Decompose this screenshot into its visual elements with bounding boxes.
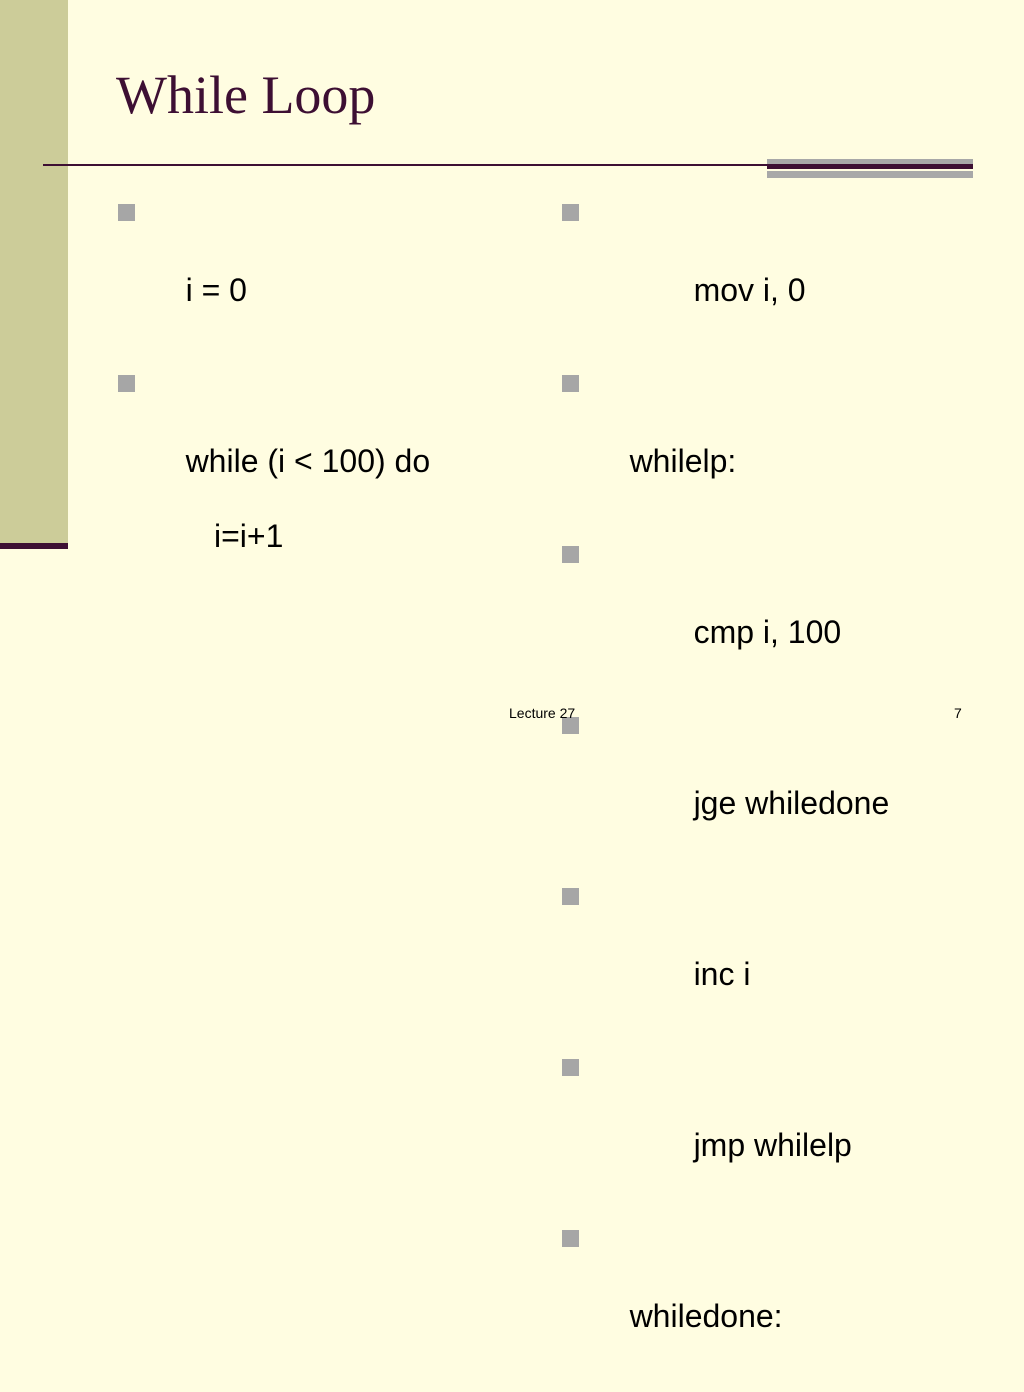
code-text: whiledone: (629, 1298, 783, 1334)
square-bullet-icon (562, 546, 579, 563)
bullet-item (116, 195, 516, 347)
code-line (560, 366, 1000, 518)
code-text: inc i (693, 956, 751, 992)
square-bullet-icon (562, 888, 579, 905)
page-number: 7 (954, 705, 962, 721)
bullet-item (116, 366, 516, 518)
square-bullet-icon (562, 1230, 579, 1247)
code-text: whilelp: (629, 443, 737, 479)
bullet-text: i = 0 (185, 272, 247, 308)
code-line (560, 1221, 1000, 1373)
square-bullet-icon (562, 1059, 579, 1076)
code-line (560, 879, 1000, 1031)
right-column (560, 195, 1000, 1392)
divider-accent (767, 159, 973, 179)
code-text: jmp whilelp (693, 1127, 852, 1163)
slide-title: While Loop (116, 65, 376, 125)
left-decorative-band (0, 0, 68, 548)
code-text: cmp i, 100 (693, 614, 842, 650)
code-line (560, 1050, 1000, 1202)
code-line (560, 708, 1000, 860)
square-bullet-icon (118, 204, 135, 221)
left-accent-bar (0, 543, 68, 549)
bullet-continuation: i=i+1 (214, 518, 284, 554)
code-line (560, 537, 1000, 689)
code-text: mov i, 0 (693, 272, 806, 308)
left-column (116, 195, 516, 554)
square-bullet-icon (562, 204, 579, 221)
code-line (560, 195, 1000, 347)
footer-lecture-label: Lecture 27 (509, 705, 576, 721)
square-bullet-icon (562, 375, 579, 392)
bullet-text: while (i < 100) do (185, 443, 431, 479)
code-text: jge whiledone (693, 785, 890, 821)
square-bullet-icon (118, 375, 135, 392)
